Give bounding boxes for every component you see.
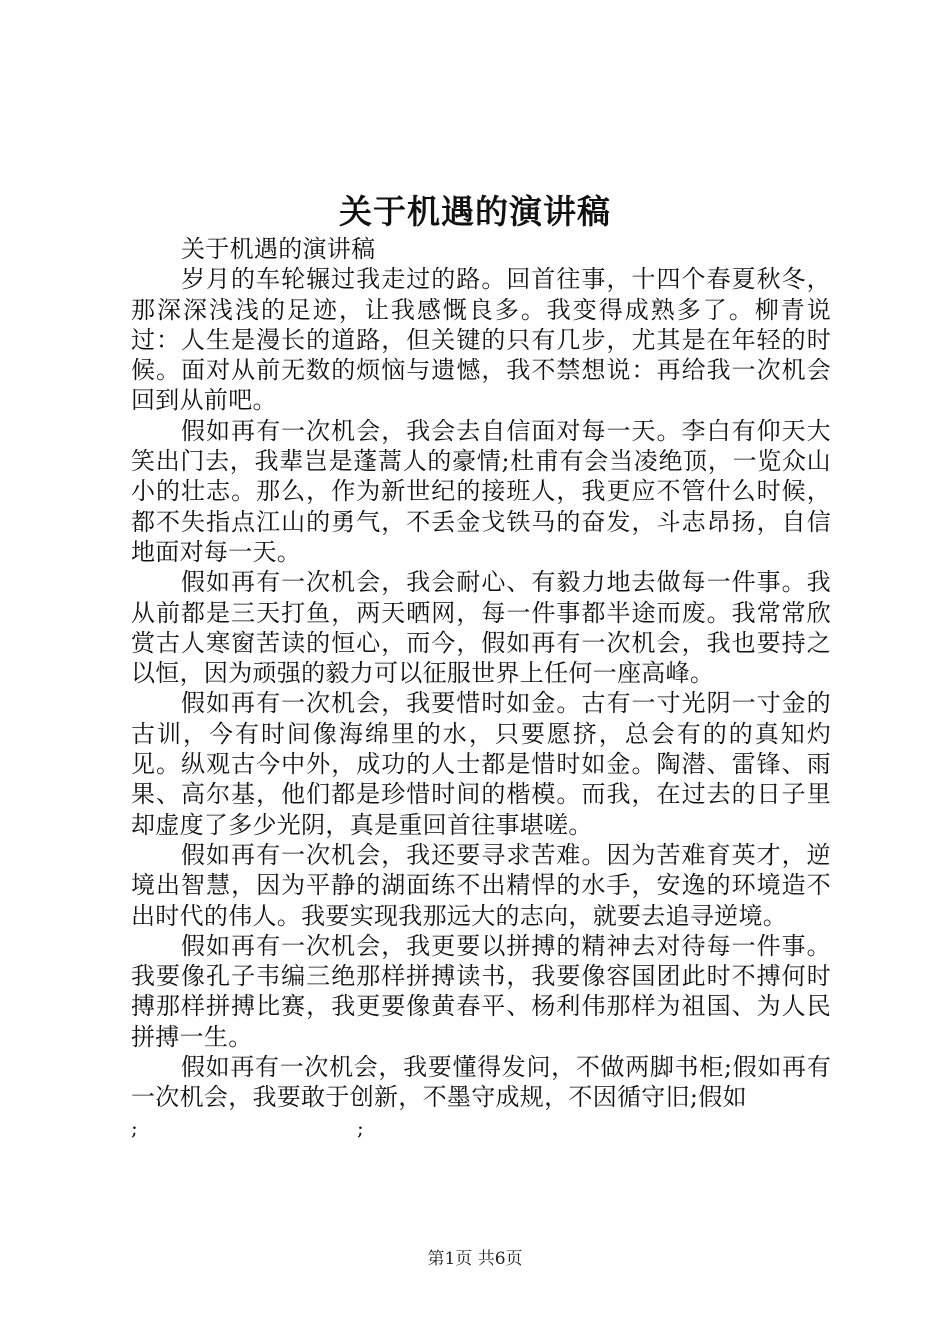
paragraph-heading: 关于机遇的演讲稿	[181, 235, 376, 263]
paragraph-6: 假如再有一次机会，我更要以拼搏的精神去对待每一件事。我要像孔子韦编三绝那样拼搏读书，我要像容国团此时不搏何时搏那样拼搏比赛，我更要像黄春平、杨利伟那样为祖国、为人民拼搏一生。	[131, 931, 831, 1051]
document-body	[131, 234, 831, 1143]
paragraph-1: 岁月的车轮辗过我走过的路。回首往事，十四个春夏秋冬，那深深浅浅的足迹，让我感慨良多。我变得成熟多了。柳青说过：人生是漫长的道路，但关键的只有几步，尤其是在年轻的时候。面对从前无数的烦恼与遗憾，我不禁想说：再给我一次机会回到从前吧。	[131, 265, 831, 415]
document-title: 关于机遇的演讲稿	[339, 192, 611, 231]
paragraph-4: 假如再有一次机会，我要惜时如金。古有一寸光阴一寸金的古训，今有时间像海绵里的水，只要愿挤，总会有的的真知灼见。纵观古今中外，成功的人士都是惜时如金。陶潜、雷锋、雨果、高尔基，他们都是珍惜时间的楷模。而我，在过去的日子里却虚度了多少光阴，真是重回首往事堪嗟。	[131, 689, 831, 839]
fragment-line	[131, 1113, 831, 1143]
fragment-mark-2: ;	[357, 1115, 365, 1140]
paragraph-5: 假如再有一次机会，我还要寻求苦难。因为苦难育英才，逆境出智慧，因为平静的湖面练不出精悍的水手，安逸的环境造不出时代的伟人。我要实现我那远大的志向，就要去追寻逆境。	[131, 840, 831, 930]
paragraph-2: 假如再有一次机会，我会去自信面对每一天。李白有仰天大笑出门去，我辈岂是蓬蒿人的豪情;杜甫有会当凌绝顶，一览众山小的壮志。那么，作为新世纪的接班人，我更应不管什么时候，都不失指点江山的勇气，不丢金戈铁马的奋发，斗志昂扬，自信地面对每一天。	[131, 416, 831, 566]
paragraph-7: 假如再有一次机会，我要懂得发问，不做两脚书柜;假如再有一次机会，我要敢于创新，不墨守成规，不因循守旧;假如	[131, 1053, 831, 1112]
page-footer: 第1页 共6页	[427, 1249, 523, 1269]
paragraph-3: 假如再有一次机会，我会耐心、有毅力地去做每一件事。我从前都是三天打鱼，两天晒网，每一件事都半途而废。我常常欣赏古人寒窗苦读的恒心，而今，假如再有一次机会，我也要持之以恒，因为顽强的毅力可以征服世界上任何一座高峰。	[131, 568, 831, 688]
fragment-mark-1: ;	[131, 1115, 139, 1140]
